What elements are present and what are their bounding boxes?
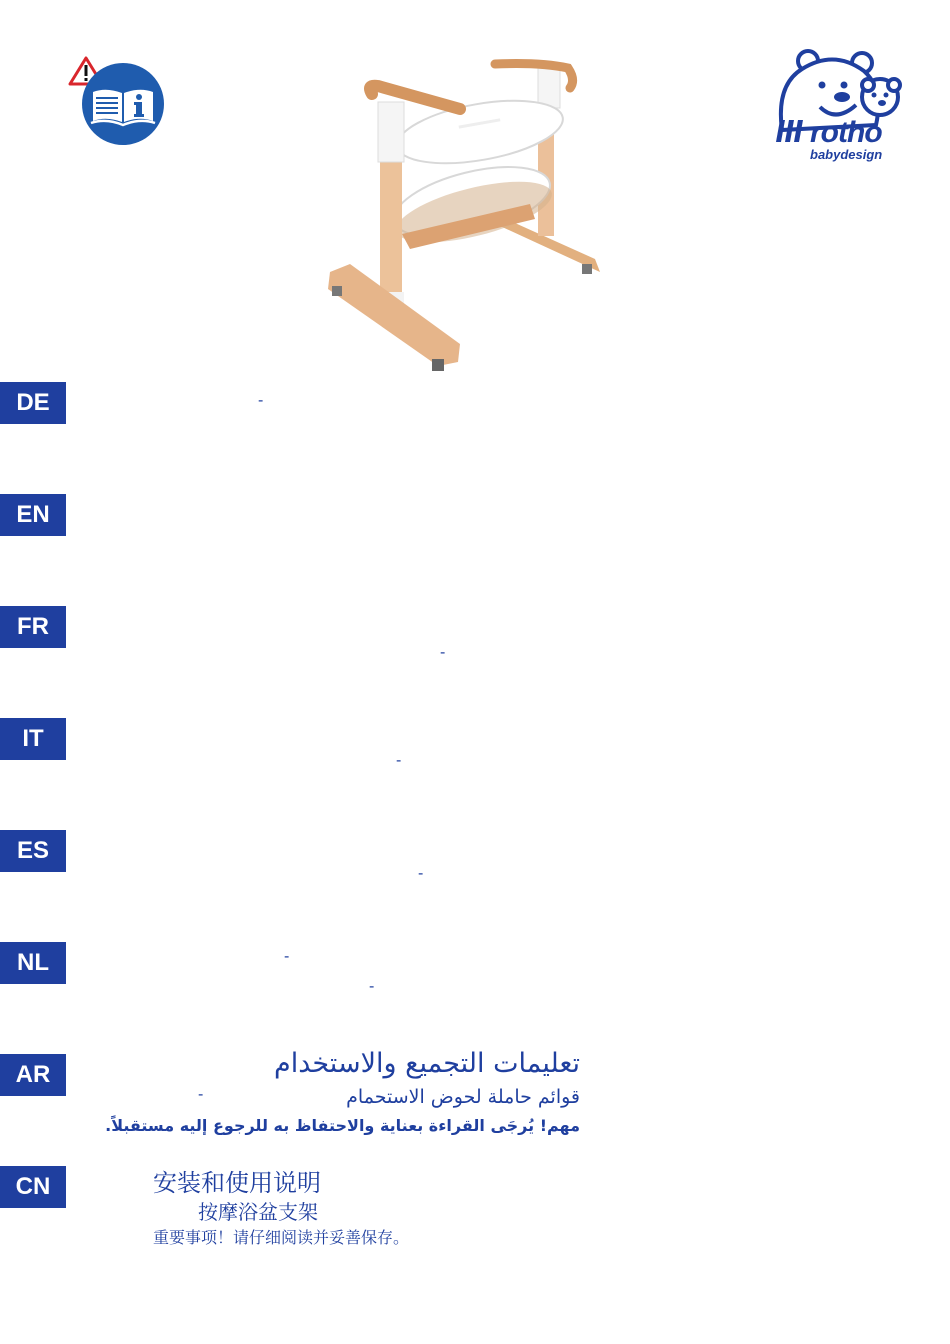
instruction-book-icon xyxy=(82,63,164,145)
brand-name: rotho xyxy=(810,116,882,149)
language-tab-nl: NL xyxy=(0,942,66,984)
ar-dash: - xyxy=(198,1086,204,1103)
ar-subtitle: قوائم حاملة لحوض الاستحمام xyxy=(346,1086,580,1108)
nl-dash-1: - xyxy=(284,948,290,965)
language-tab-de: DE xyxy=(0,382,66,424)
language-tab-fr: FR xyxy=(0,606,66,648)
ar-title: تعليمات التجميع والاستخدام xyxy=(273,1048,580,1079)
language-tab-es: ES xyxy=(0,830,66,872)
de-dash: - xyxy=(258,392,264,409)
it-dash: - xyxy=(396,752,402,769)
brand-subline: babydesign xyxy=(810,147,883,162)
language-tab-en: EN xyxy=(0,494,66,536)
read-instructions-icon xyxy=(68,56,168,148)
cn-note: 重要事项！请仔细阅读并妥善保存。 xyxy=(153,1228,410,1247)
cn-subtitle: 按摩浴盆支架 xyxy=(198,1200,318,1224)
cn-title: 安装和使用说明 xyxy=(153,1169,321,1197)
fr-dash: - xyxy=(440,644,446,661)
language-tab-ar: AR xyxy=(0,1054,66,1096)
language-tab-it: IT xyxy=(0,718,66,760)
logo-bars-icon xyxy=(776,118,804,148)
ar-note: مهم! يُرجَى القراءة بعناية والاحتفاظ به للرجوع إليه مستقبلاً. xyxy=(105,1116,580,1135)
nl-dash-2: - xyxy=(369,978,375,995)
es-dash: - xyxy=(418,865,424,882)
bath-stand-image xyxy=(320,54,620,384)
language-tab-cn: CN xyxy=(0,1166,66,1208)
brand-logo xyxy=(776,118,882,162)
